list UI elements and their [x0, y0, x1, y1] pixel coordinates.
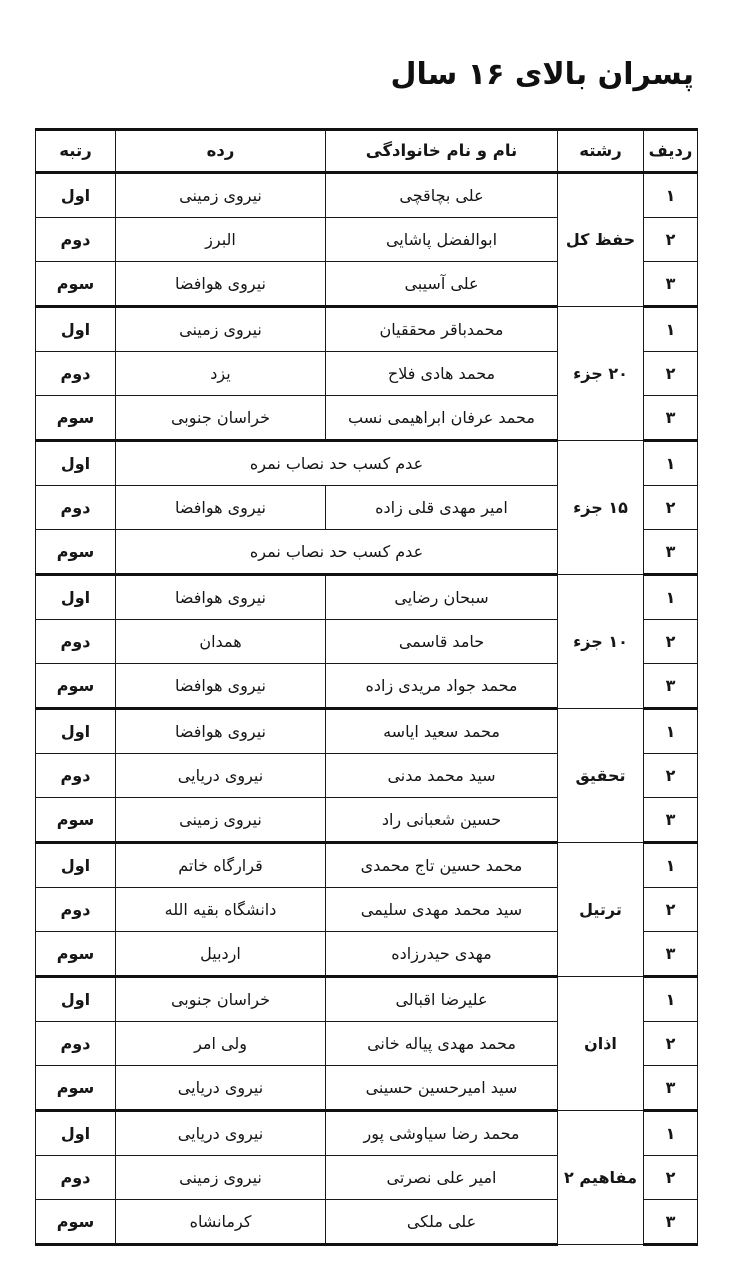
- cell-rank: اول: [36, 842, 116, 887]
- cell-rank: سوم: [36, 1199, 116, 1244]
- cell-category: دانشگاه بقیه الله: [116, 887, 326, 931]
- cell-category: نیروی زمینی: [116, 797, 326, 842]
- table-row: [36, 306, 698, 351]
- cell-row-number: ۳: [644, 663, 698, 708]
- cell-row-number: ۱: [644, 976, 698, 1021]
- cell-category: البرز: [116, 217, 326, 261]
- cell-rank: سوم: [36, 1065, 116, 1110]
- cell-rank: سوم: [36, 529, 116, 574]
- cell-full-name: محمد حسین تاج محمدی: [326, 842, 558, 887]
- cell-rank: دوم: [36, 217, 116, 261]
- cell-field: مفاهیم ۲: [558, 1110, 644, 1244]
- cell-rank: دوم: [36, 485, 116, 529]
- cell-full-name: محمد جواد مریدی زاده: [326, 663, 558, 708]
- cell-rank: اول: [36, 440, 116, 485]
- cell-category: خراسان جنوبی: [116, 395, 326, 440]
- cell-full-name: محمد سعید ایاسه: [326, 708, 558, 753]
- cell-full-name: حسین شعبانی راد: [326, 797, 558, 842]
- cell-row-number: ۳: [644, 395, 698, 440]
- cell-field: تحقیق: [558, 708, 644, 842]
- cell-row-number: ۳: [644, 529, 698, 574]
- cell-full-name: ابوالفضل پاشایی: [326, 217, 558, 261]
- cell-rank: اول: [36, 172, 116, 217]
- cell-row-number: ۱: [644, 574, 698, 619]
- cell-field: ترتیل: [558, 842, 644, 976]
- cell-rank: سوم: [36, 395, 116, 440]
- cell-category: کرمانشاه: [116, 1199, 326, 1244]
- cell-full-name: سید امیرحسین حسینی: [326, 1065, 558, 1110]
- cell-field: اذان: [558, 976, 644, 1110]
- cell-category: نیروی دریایی: [116, 1065, 326, 1110]
- cell-row-number: ۳: [644, 797, 698, 842]
- cell-category: نیروی هوافضا: [116, 663, 326, 708]
- cell-field: ۱۵ جزء: [558, 440, 644, 574]
- title-bar: [0, 0, 736, 128]
- cell-rank: اول: [36, 574, 116, 619]
- cell-full-name: علی بچاقچی: [326, 172, 558, 217]
- cell-full-name: محمد مهدی پیاله خانی: [326, 1021, 558, 1065]
- table-body: [36, 172, 698, 1244]
- cell-row-number: ۲: [644, 351, 698, 395]
- cell-category: یزد: [116, 351, 326, 395]
- cell-category: اردبیل: [116, 931, 326, 976]
- cell-rank: اول: [36, 1110, 116, 1155]
- table-row: [36, 440, 698, 485]
- cell-rank: سوم: [36, 663, 116, 708]
- cell-row-number: ۲: [644, 887, 698, 931]
- cell-row-number: ۳: [644, 1065, 698, 1110]
- cell-full-name: محمد عرفان ابراهیمی نسب: [326, 395, 558, 440]
- cell-rank: دوم: [36, 619, 116, 663]
- cell-row-number: ۱: [644, 708, 698, 753]
- cell-no-qualification-note: عدم کسب حد نصاب نمره: [116, 529, 558, 574]
- cell-category: نیروی دریایی: [116, 753, 326, 797]
- column-header-name: نام و نام خانوادگی: [326, 129, 558, 172]
- cell-no-qualification-note: عدم کسب حد نصاب نمره: [116, 440, 558, 485]
- cell-full-name: علی ملکی: [326, 1199, 558, 1244]
- cell-row-number: ۲: [644, 1021, 698, 1065]
- cell-rank: دوم: [36, 753, 116, 797]
- cell-rank: دوم: [36, 887, 116, 931]
- cell-category: ولی امر: [116, 1021, 326, 1065]
- cell-full-name: حامد قاسمی: [326, 619, 558, 663]
- header-row: [36, 129, 698, 172]
- table-header: [36, 129, 698, 172]
- table-row: [36, 1110, 698, 1155]
- cell-row-number: ۲: [644, 1155, 698, 1199]
- cell-full-name: محمدباقر محققیان: [326, 306, 558, 351]
- cell-full-name: سید محمد مهدی سلیمی: [326, 887, 558, 931]
- cell-full-name: سبحان رضایی: [326, 574, 558, 619]
- cell-rank: اول: [36, 708, 116, 753]
- cell-category: نیروی هوافضا: [116, 261, 326, 306]
- cell-category: نیروی دریایی: [116, 1110, 326, 1155]
- cell-full-name: محمد رضا سیاوشی پور: [326, 1110, 558, 1155]
- table-row: [36, 172, 698, 217]
- cell-category: نیروی زمینی: [116, 1155, 326, 1199]
- cell-category: نیروی هوافضا: [116, 708, 326, 753]
- cell-full-name: امیر مهدی قلی زاده: [326, 485, 558, 529]
- cell-category: همدان: [116, 619, 326, 663]
- cell-full-name: محمد هادی فلاح: [326, 351, 558, 395]
- cell-row-number: ۱: [644, 842, 698, 887]
- cell-row-number: ۲: [644, 619, 698, 663]
- cell-field: حفظ کل: [558, 172, 644, 306]
- cell-row-number: ۳: [644, 1199, 698, 1244]
- table-row: [36, 708, 698, 753]
- column-header-rotbe: رتبه: [36, 129, 116, 172]
- cell-rank: سوم: [36, 261, 116, 306]
- cell-rank: دوم: [36, 1021, 116, 1065]
- cell-row-number: ۳: [644, 931, 698, 976]
- cell-category: نیروی زمینی: [116, 306, 326, 351]
- page-title: پسران بالای ۱۶ سال: [390, 57, 694, 93]
- results-table-wrapper: [0, 128, 736, 1246]
- cell-rank: اول: [36, 976, 116, 1021]
- cell-rank: دوم: [36, 1155, 116, 1199]
- column-header-rade: رده: [116, 129, 326, 172]
- cell-row-number: ۱: [644, 1110, 698, 1155]
- cell-row-number: ۲: [644, 217, 698, 261]
- cell-rank: اول: [36, 306, 116, 351]
- cell-full-name: مهدی حیدرزاده: [326, 931, 558, 976]
- cell-category: نیروی هوافضا: [116, 574, 326, 619]
- cell-rank: سوم: [36, 797, 116, 842]
- cell-rank: دوم: [36, 351, 116, 395]
- cell-full-name: سید محمد مدنی: [326, 753, 558, 797]
- cell-full-name: امیر علی نصرتی: [326, 1155, 558, 1199]
- cell-row-number: ۳: [644, 261, 698, 306]
- cell-full-name: علیرضا اقبالی: [326, 976, 558, 1021]
- cell-row-number: ۱: [644, 306, 698, 351]
- table-row: [36, 842, 698, 887]
- table-row: [36, 574, 698, 619]
- cell-rank: سوم: [36, 931, 116, 976]
- cell-full-name: علی آسیبی: [326, 261, 558, 306]
- cell-row-number: ۱: [644, 172, 698, 217]
- cell-row-number: ۱: [644, 440, 698, 485]
- cell-category: نیروی هوافضا: [116, 485, 326, 529]
- results-table: [35, 128, 698, 1246]
- cell-field: ۲۰ جزء: [558, 306, 644, 440]
- cell-row-number: ۲: [644, 485, 698, 529]
- cell-category: نیروی زمینی: [116, 172, 326, 217]
- table-row: [36, 976, 698, 1021]
- cell-row-number: ۲: [644, 753, 698, 797]
- cell-category: خراسان جنوبی: [116, 976, 326, 1021]
- column-header-reshte: رشته: [558, 129, 644, 172]
- cell-category: قرارگاه خاتم: [116, 842, 326, 887]
- cell-field: ۱۰ جزء: [558, 574, 644, 708]
- column-header-radif: ردیف: [644, 129, 698, 172]
